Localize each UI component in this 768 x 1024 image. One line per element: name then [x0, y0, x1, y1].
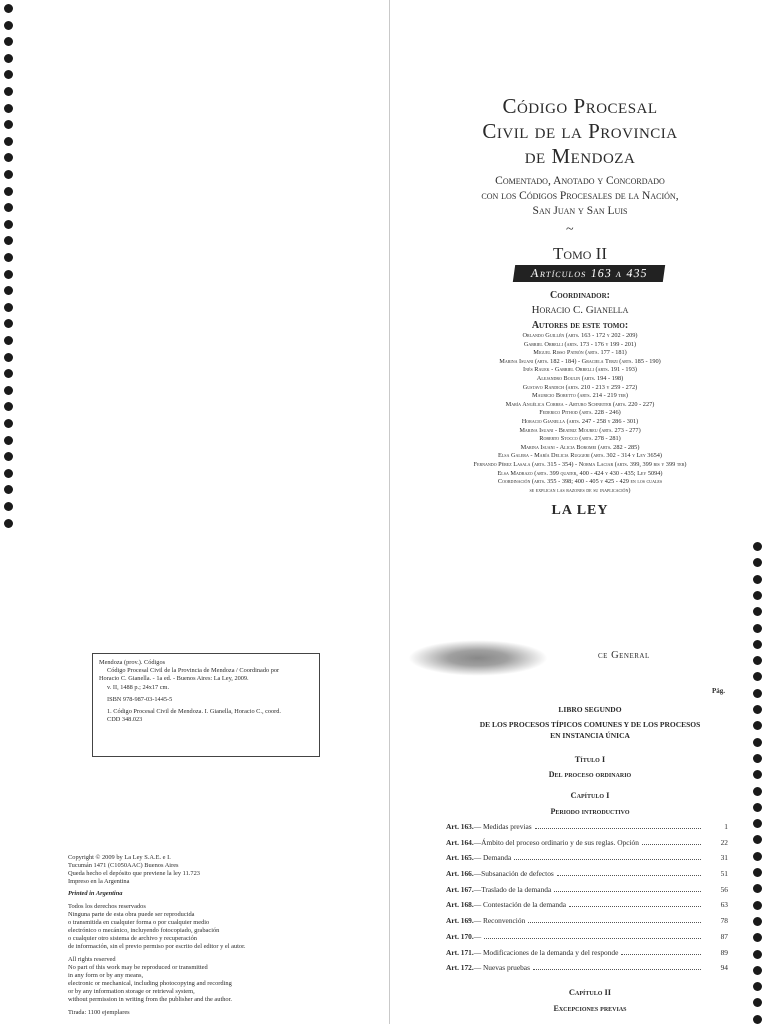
- binding-hole: [753, 672, 762, 681]
- chapter-name: Excepciones previas: [553, 1004, 627, 1013]
- toc-article: Art. 169.: [446, 916, 474, 926]
- binding-hole: [753, 803, 762, 812]
- binding-hole: [753, 901, 762, 910]
- binding-hole: [753, 835, 762, 844]
- binding-hole: [753, 787, 762, 796]
- binding-hole: [753, 591, 762, 600]
- table-of-contents: [446, 822, 728, 979]
- catalog-line: Código Procesal Civil de la Provincia de Mendoza / Coordinado por: [107, 667, 280, 675]
- rights-line: Todos los derechos reservados: [68, 903, 146, 910]
- binding-hole: [753, 998, 762, 1007]
- author-line: Federico Pithod (arts. 228 - 246): [539, 409, 621, 417]
- author-line: Coordinación (arts. 355 - 398; 400 - 405 y 425 - 429 en los cuales: [497, 478, 663, 486]
- rights-line: All rights reserved: [68, 956, 116, 963]
- subtitle-line: Comentado, Anotado y Concordado: [495, 175, 665, 187]
- author-line: Horacio Gianella (arts. 247 - 258 y 286 - 301): [521, 417, 639, 425]
- articles-banner: Artículos 163 a 435: [513, 265, 665, 282]
- toc-row[interactable]: [446, 822, 728, 838]
- rights-line: electrónico o mecánico, incluyendo fotocopiado, grabación: [68, 927, 220, 934]
- binding-hole: [4, 21, 13, 30]
- binding-hole: [4, 319, 13, 328]
- toc-row[interactable]: [446, 885, 728, 901]
- toc-leader: [528, 917, 701, 923]
- binding-hole: [4, 419, 13, 428]
- copyright-line: Queda hecho el depósito que previene la ley 11.723: [68, 870, 200, 877]
- binding-hole: [4, 452, 13, 461]
- toc-leader: [554, 886, 701, 892]
- chapter-heading: Capítulo I: [570, 790, 610, 800]
- author-line: Alejandro Boulin (arts. 194 - 198): [536, 374, 624, 382]
- toc-page: 89: [720, 947, 728, 957]
- toc-article: Art. 167.: [446, 884, 474, 894]
- binding-hole: [753, 852, 762, 861]
- rights-line: o cualquier otro sistema de archivo y recuperación: [68, 935, 198, 942]
- rights-line: electronic or mechanical, including photocopying and recording: [68, 980, 232, 987]
- toc-article: Art. 166.: [446, 869, 474, 879]
- author-line: Fernando Pérez Lasala (arts. 315 - 354) - Norma Laciar (arts. 399, 399 bis y 399 ter): [473, 460, 687, 468]
- toc-article: Art. 165.: [446, 853, 474, 863]
- binding-hole: [4, 386, 13, 395]
- binding-hole: [753, 950, 762, 959]
- print-run: Tirada: 1100 ejemplares: [68, 1009, 130, 1016]
- chapter-name: Periodo introductivo: [550, 807, 630, 816]
- toc-page: 87: [720, 931, 728, 941]
- scan-smudge: [408, 640, 548, 676]
- catalog-card: [92, 653, 320, 757]
- binding-hole: [4, 104, 13, 113]
- toc-row[interactable]: [446, 853, 728, 869]
- toc-row[interactable]: [446, 963, 728, 979]
- toc-page: 94: [720, 963, 728, 973]
- toc-page: 78: [720, 916, 728, 926]
- toc-page: 22: [720, 837, 728, 847]
- coordinator-label: Coordinador:: [550, 290, 610, 301]
- toc-page: 1: [724, 822, 728, 831]
- binding-hole: [753, 721, 762, 730]
- rights-es: [68, 903, 298, 951]
- author-line: Elsa Galera - María Delicia Ruggeri (arts. 302 - 314 y Ley 3654): [497, 452, 662, 460]
- book-section: LIBRO SEGUNDO: [558, 705, 622, 714]
- toc-title: —: [473, 931, 482, 941]
- binding-hole: [4, 402, 13, 411]
- toc-article: Art. 171.: [446, 947, 474, 957]
- toc-leader: [535, 823, 701, 829]
- binding-hole: [4, 353, 13, 362]
- binding-hole: [4, 187, 13, 196]
- toc-row[interactable]: [446, 948, 728, 964]
- rights-line: o transmitida en cualquier forma o por cualquier medio: [68, 919, 210, 926]
- copyright-line: Tucumán 1471 (C1050AAC) Buenos Aires: [68, 862, 179, 869]
- binding-hole: [753, 754, 762, 763]
- catalog-line: v. II, 1488 p.; 24x17 cm.: [107, 683, 170, 691]
- page-column-label: Pág.: [712, 687, 726, 695]
- titulo-name: Del proceso ordinario: [548, 770, 632, 779]
- toc-title: —Ámbito del proceso ordinario y de sus reglas. Opción: [473, 837, 639, 847]
- binding-hole: [4, 469, 13, 478]
- binding-hole: [4, 137, 13, 146]
- copyright-line: Copyright © 2009 by La Ley S.A.E. e I.: [68, 854, 171, 861]
- binding-hole: [753, 542, 762, 551]
- binding-hole: [4, 170, 13, 179]
- subtitle-line: San Juan y San Luis: [532, 205, 628, 217]
- binding-hole: [4, 4, 13, 13]
- binding-hole: [753, 640, 762, 649]
- book-title: [420, 94, 740, 169]
- toc-article: Art. 172.: [446, 963, 474, 973]
- toc-title: —Subsanación de defectos: [473, 869, 554, 879]
- toc-leader: [569, 901, 701, 907]
- author-line: Inés Rauek - Gabriel Orbelli (arts. 191 - 193): [523, 366, 637, 374]
- binding-hole: [4, 270, 13, 279]
- rights-line: No part of this work may be reproduced or transmitted: [68, 964, 208, 971]
- author-line: Marina Isuani - Alicia Boromei (arts. 282 - 285): [520, 443, 640, 451]
- binding-hole: [4, 70, 13, 79]
- catalog-subject: 1. Código Procesal Civil de Mendoza. I. Gianella, Horacio C., coord.: [107, 708, 281, 716]
- binding-hole: [4, 485, 13, 494]
- binding-hole: [4, 37, 13, 46]
- binding-hole: [4, 236, 13, 245]
- toc-title: — Contestación de la demanda: [473, 900, 567, 910]
- rights-line: de información, sin el previo permiso por escrito del editor y el autor.: [68, 943, 246, 950]
- binding-hole: [4, 336, 13, 345]
- authors-label: Autores de este tomo:: [531, 320, 629, 331]
- binding-hole: [4, 519, 13, 528]
- coordinator-name: Horacio C. Gianella: [531, 304, 629, 316]
- toc-title: — Reconvención: [473, 916, 526, 926]
- binding-hole: [753, 933, 762, 942]
- toc-leader: [533, 964, 701, 970]
- binding-hole: [753, 770, 762, 779]
- book-sub-line: EN INSTANCIA ÚNICA: [550, 731, 630, 740]
- toc-leader: [557, 870, 701, 876]
- binding-hole: [4, 54, 13, 63]
- binding-hole: [753, 689, 762, 698]
- swash-ornament: ~: [566, 222, 574, 237]
- author-line: Elsa Madrazo (arts. 399 quater, 400 - 424 y 430 - 435; Ley 5094): [497, 469, 663, 477]
- chapter-heading: Capítulo II: [568, 987, 612, 997]
- author-line: María Angélica Correa - Arturo Schneiter (arts. 220 - 227): [505, 400, 655, 408]
- copyright-block: [68, 854, 298, 1017]
- binding-hole: [4, 369, 13, 378]
- toc-article: Art. 163.: [446, 822, 474, 831]
- author-line: se explican las razones de su inaplicación): [529, 486, 631, 494]
- toc-page: 56: [720, 884, 728, 894]
- title-line: de Mendoza: [524, 144, 636, 168]
- binding-hole: [4, 253, 13, 262]
- binding-hole: [4, 120, 13, 129]
- rights-en: [68, 956, 298, 1004]
- binding-hole: [753, 624, 762, 633]
- authors-list: [430, 332, 730, 495]
- binding-hole: [4, 502, 13, 511]
- binding-hole: [753, 982, 762, 991]
- toc-row[interactable]: [446, 932, 728, 948]
- toc-row[interactable]: [446, 916, 728, 932]
- binding-hole: [753, 917, 762, 926]
- rights-line: or by any information storage or retrieval system,: [68, 988, 195, 995]
- binding-hole: [753, 884, 762, 893]
- author-line: Mauricio Boretto (arts. 214 - 219 ter): [532, 392, 628, 400]
- toc-page: 51: [720, 869, 728, 879]
- toc-title: — Modificaciones de la demanda y del responde: [473, 947, 619, 957]
- toc-leader: [621, 949, 701, 955]
- toc-leader: [514, 854, 701, 860]
- binding-hole: [753, 819, 762, 828]
- binding-hole: [753, 1015, 762, 1024]
- binding-hole: [4, 153, 13, 162]
- toc-leader: [642, 839, 701, 845]
- author-line: Gustavo Randich (arts. 210 - 213 y 259 - 272): [522, 383, 638, 391]
- subtitle-line: con los Códigos Procesales de la Nación,: [481, 190, 679, 202]
- toc-page: 63: [720, 900, 728, 910]
- toc-title: —Traslado de la demanda: [473, 884, 552, 894]
- toc-page: 31: [720, 853, 728, 863]
- binding-hole: [753, 656, 762, 665]
- catalog-line: Mendoza (prov.). Códigos: [99, 659, 166, 666]
- author-line: Marina Isuani (arts. 182 - 184) - Graciela Terzi (arts. 185 - 190): [499, 357, 661, 365]
- rights-line: without permission in writing from the publisher and the author.: [68, 996, 233, 1003]
- author-line: Roberto Stocco (arts. 278 - 281): [539, 435, 621, 443]
- toc-row[interactable]: [446, 900, 728, 916]
- author-line: Orlando Guillén (arts. 163 - 172 y 202 - 209): [522, 332, 638, 339]
- toc-article: Art. 170.: [446, 931, 474, 941]
- binding-hole: [753, 966, 762, 975]
- binding-hole: [753, 558, 762, 567]
- toc-article: Art. 168.: [446, 900, 474, 910]
- publisher-logo: LA LEY: [551, 503, 609, 518]
- author-line: Marina Isuani - Beatriz Moureu (arts. 273 - 277): [519, 426, 641, 434]
- author-line: Miguel Risso Patrón (arts. 177 - 181): [533, 349, 627, 357]
- title-line: Código Procesal: [502, 94, 658, 118]
- binding-hole: [753, 868, 762, 877]
- book-spine: [389, 0, 390, 1024]
- toc-title: — Medidas previas: [473, 822, 532, 831]
- author-line: Gabriel Orbelli (arts. 173 - 176 y 199 - 201): [523, 340, 637, 348]
- binding-hole: [753, 705, 762, 714]
- binding-hole: [4, 87, 13, 96]
- copyright-line: Impreso en la Argentina: [68, 878, 130, 885]
- binding-hole: [4, 303, 13, 312]
- toc-row[interactable]: [446, 838, 728, 854]
- index-heading: ce General: [598, 650, 650, 661]
- binding-hole: [753, 575, 762, 584]
- binding-hole: [753, 607, 762, 616]
- rights-line: Ninguna parte de esta obra puede ser reproducida: [68, 911, 195, 918]
- toc-article: Art. 164.: [446, 837, 474, 847]
- binding-hole: [4, 203, 13, 212]
- binding-hole: [753, 738, 762, 747]
- binding-hole: [4, 286, 13, 295]
- volume-label: Tomo II: [553, 244, 607, 263]
- rights-line: in any form or by any means,: [68, 972, 144, 979]
- toc-leader: [484, 933, 701, 939]
- toc-row[interactable]: [446, 869, 728, 885]
- toc-title: — Demanda: [473, 853, 512, 863]
- catalog-line: Horacio C. Gianella. - 1a ed. - Buenos Aires: La Ley, 2009.: [99, 675, 249, 683]
- book-sub-line: DE LOS PROCESOS TÍPICOS COMUNES Y DE LOS PROCESOS: [479, 720, 701, 729]
- title-line: Civil de la Provincia: [482, 119, 678, 143]
- printed-in: Printed in Argentina: [68, 890, 123, 897]
- binding-hole: [4, 220, 13, 229]
- toc-title: — Nuevas pruebas: [473, 963, 530, 973]
- titulo-heading: Título I: [574, 754, 606, 764]
- book-section-subtitle: [440, 719, 740, 741]
- catalog-cdd: CDD 348.023: [107, 716, 143, 724]
- isbn: ISBN 978-987-03-1445-5: [107, 695, 173, 703]
- book-subtitle: [420, 174, 740, 219]
- binding-hole: [4, 436, 13, 445]
